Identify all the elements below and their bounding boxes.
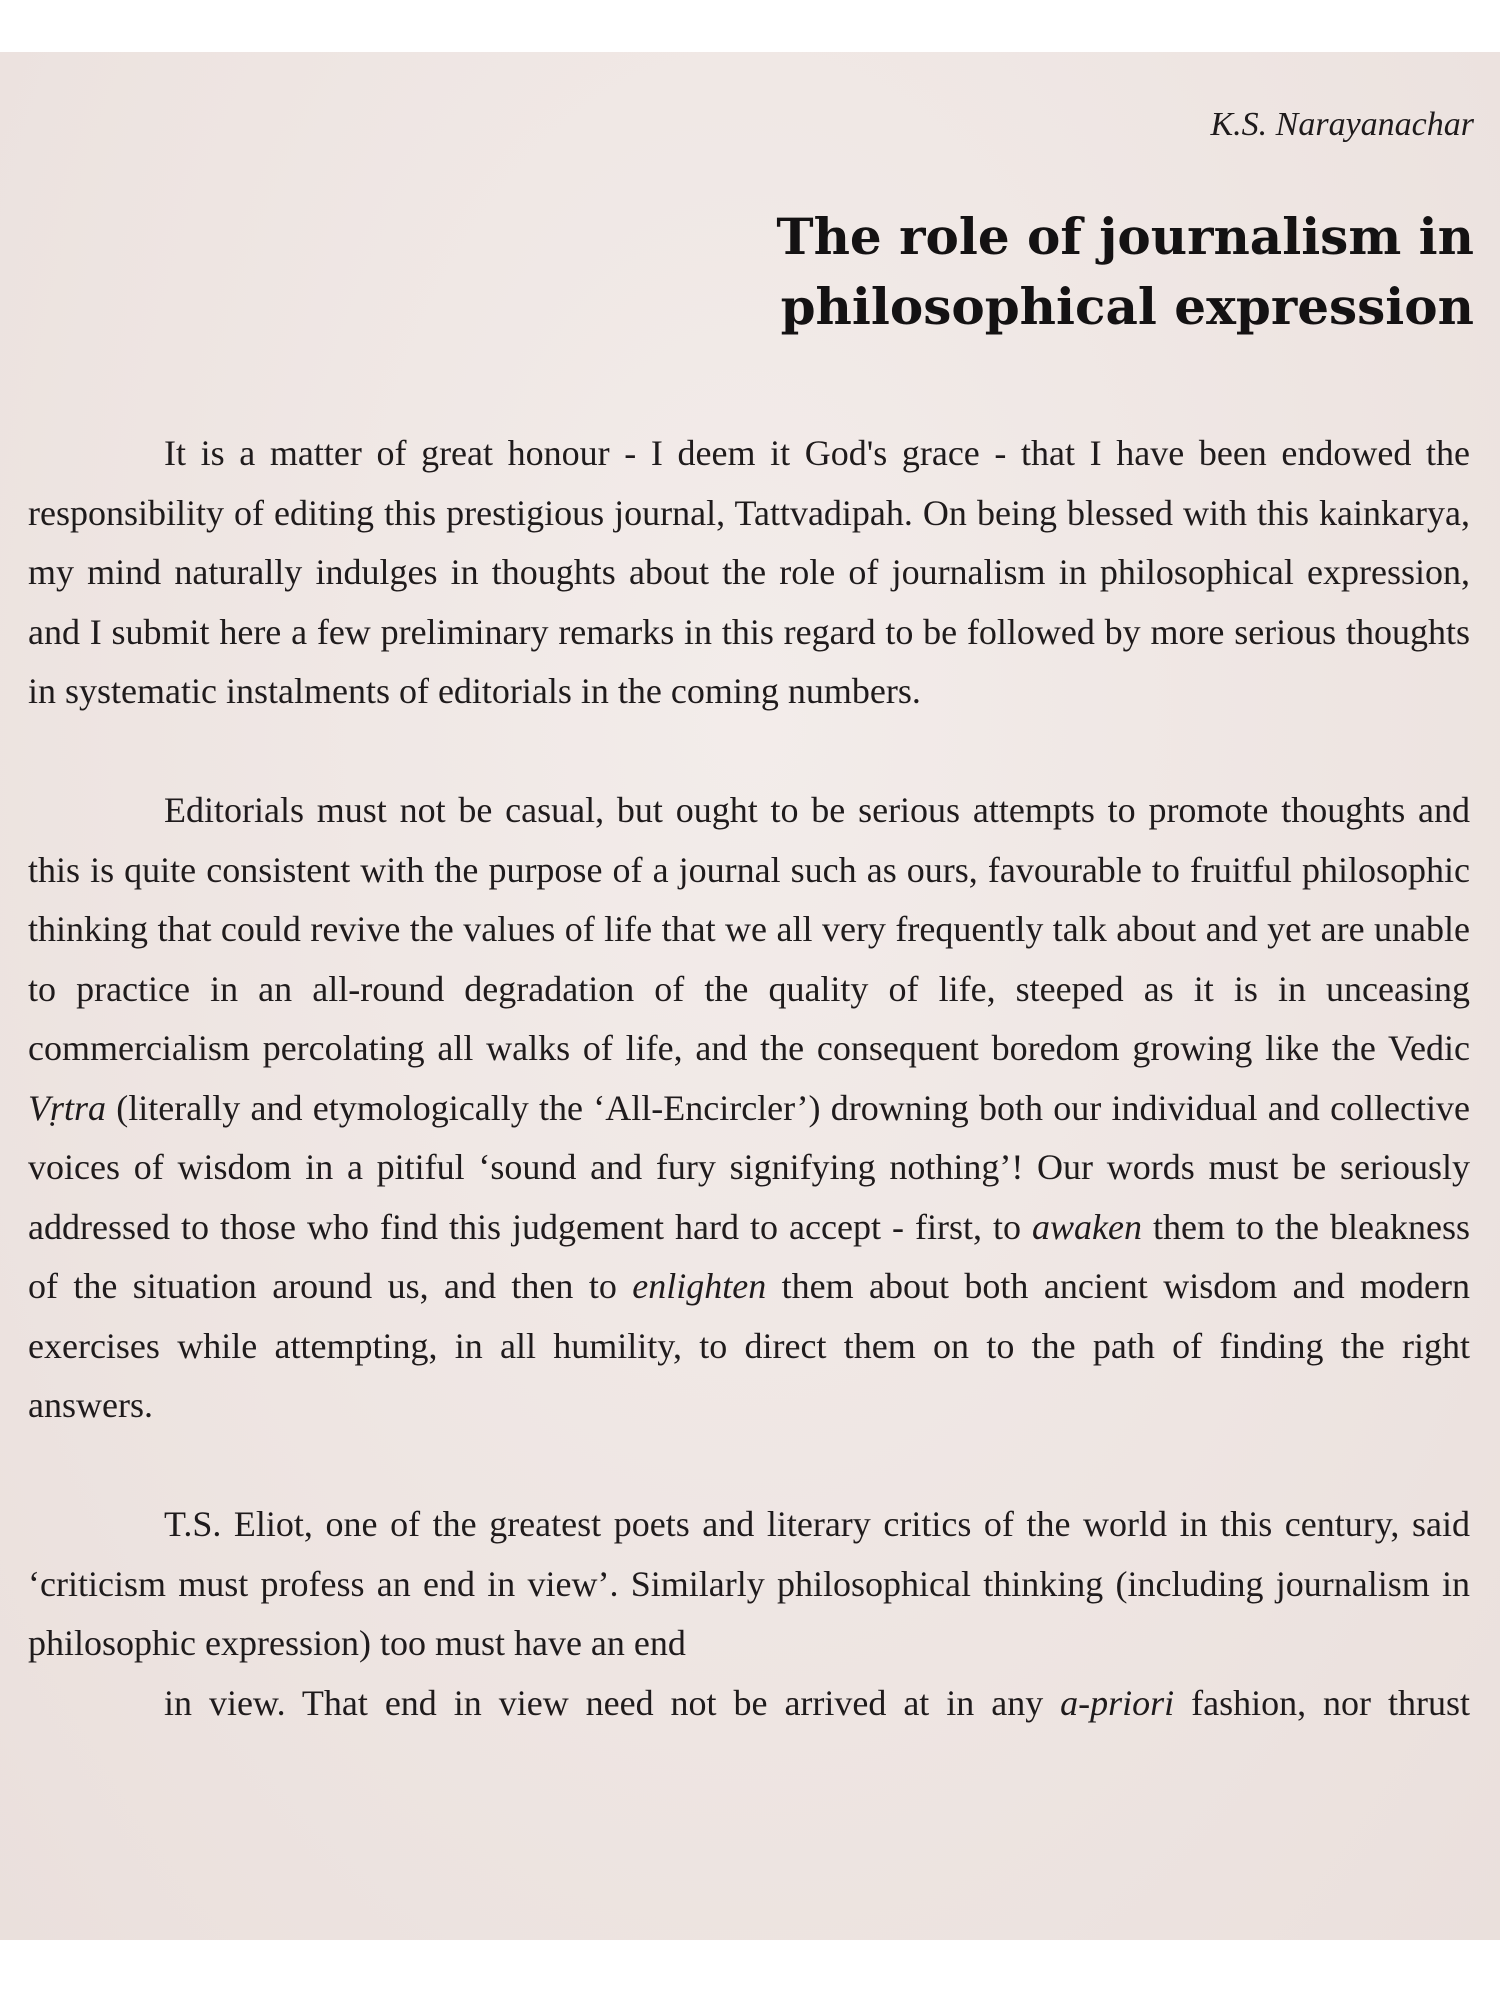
- awaken-term: awaken: [1032, 1206, 1142, 1247]
- a-priori-term: a-priori: [1060, 1682, 1175, 1723]
- paragraph-2-part-2: (literally and etymologically the ‘All-Encircler’) drowning both our individual and collective voices of wisdom in a pitiful ‘sound and fury signifying nothing’! Our words must be seriously addressed to those who find this judgement hard to accept - first, to: [28, 1087, 1470, 1247]
- paragraph-3-part-1: T.S. Eliot, one of the greatest poets and literary critics of the world in this century, said ‘criticism must profess an end in view’. Similarly philosophical thinking (including journalism in philosophic expression) too must have an end: [28, 1504, 1470, 1663]
- paragraph-3-part-3: fashion, nor thrust: [1174, 1682, 1470, 1723]
- author-name: K.S. Narayanachar: [1210, 106, 1474, 143]
- enlighten-term: enlighten: [632, 1266, 767, 1306]
- article-title: [776, 202, 1474, 342]
- paragraph-2: [28, 781, 1470, 1436]
- paragraph-3-part-2: in view. That end in view need not be arrived at in any: [164, 1682, 1061, 1723]
- title-line-1: The role of journalism in: [776, 207, 1474, 266]
- document-page: [0, 52, 1500, 1940]
- title-line-2: philosophical expression: [780, 277, 1474, 336]
- paragraph-3-last-line: [28, 1674, 1470, 1734]
- article-body: [28, 424, 1470, 1733]
- paragraph-3: [28, 1495, 1470, 1733]
- paragraph-2-part-3: them to the bleakness of the situation around us, and then to: [28, 1206, 1471, 1306]
- vrtra-term: Vṛtra: [28, 1087, 107, 1128]
- paragraph-1: It is a matter of great honour - I deem it God's grace - that I have been endowed the responsibility of editing this prestigious journal, Tattvadipah. On being blessed with this kainkarya, my mind naturally indulges in thoughts about the role of journalism in philosophical expression, and I submit here a few preliminary remarks in this regard to be followed by more serious thoughts in systematic instalments of editorials in the coming numbers.: [28, 433, 1470, 711]
- paragraph-2-part-4: them about both ancient wisdom and modern exercises while attempting, in all humility, to direct them on to the path of finding the right answers.: [28, 1266, 1470, 1425]
- paragraph-2-part-1: Editorials must not be casual, but ought to be serious attempts to promote thoughts and this is quite consistent with the purpose of a journal such as ours, favourable to fruitful philosophic thinking that could revive the values of life that we all very frequently talk about and yet are unable to practice in an all-round degradation of the quality of life, steeped as it is in unceasing commercialism percolating all walks of life, and the consequent boredom growing like the Vedic: [28, 790, 1470, 1068]
